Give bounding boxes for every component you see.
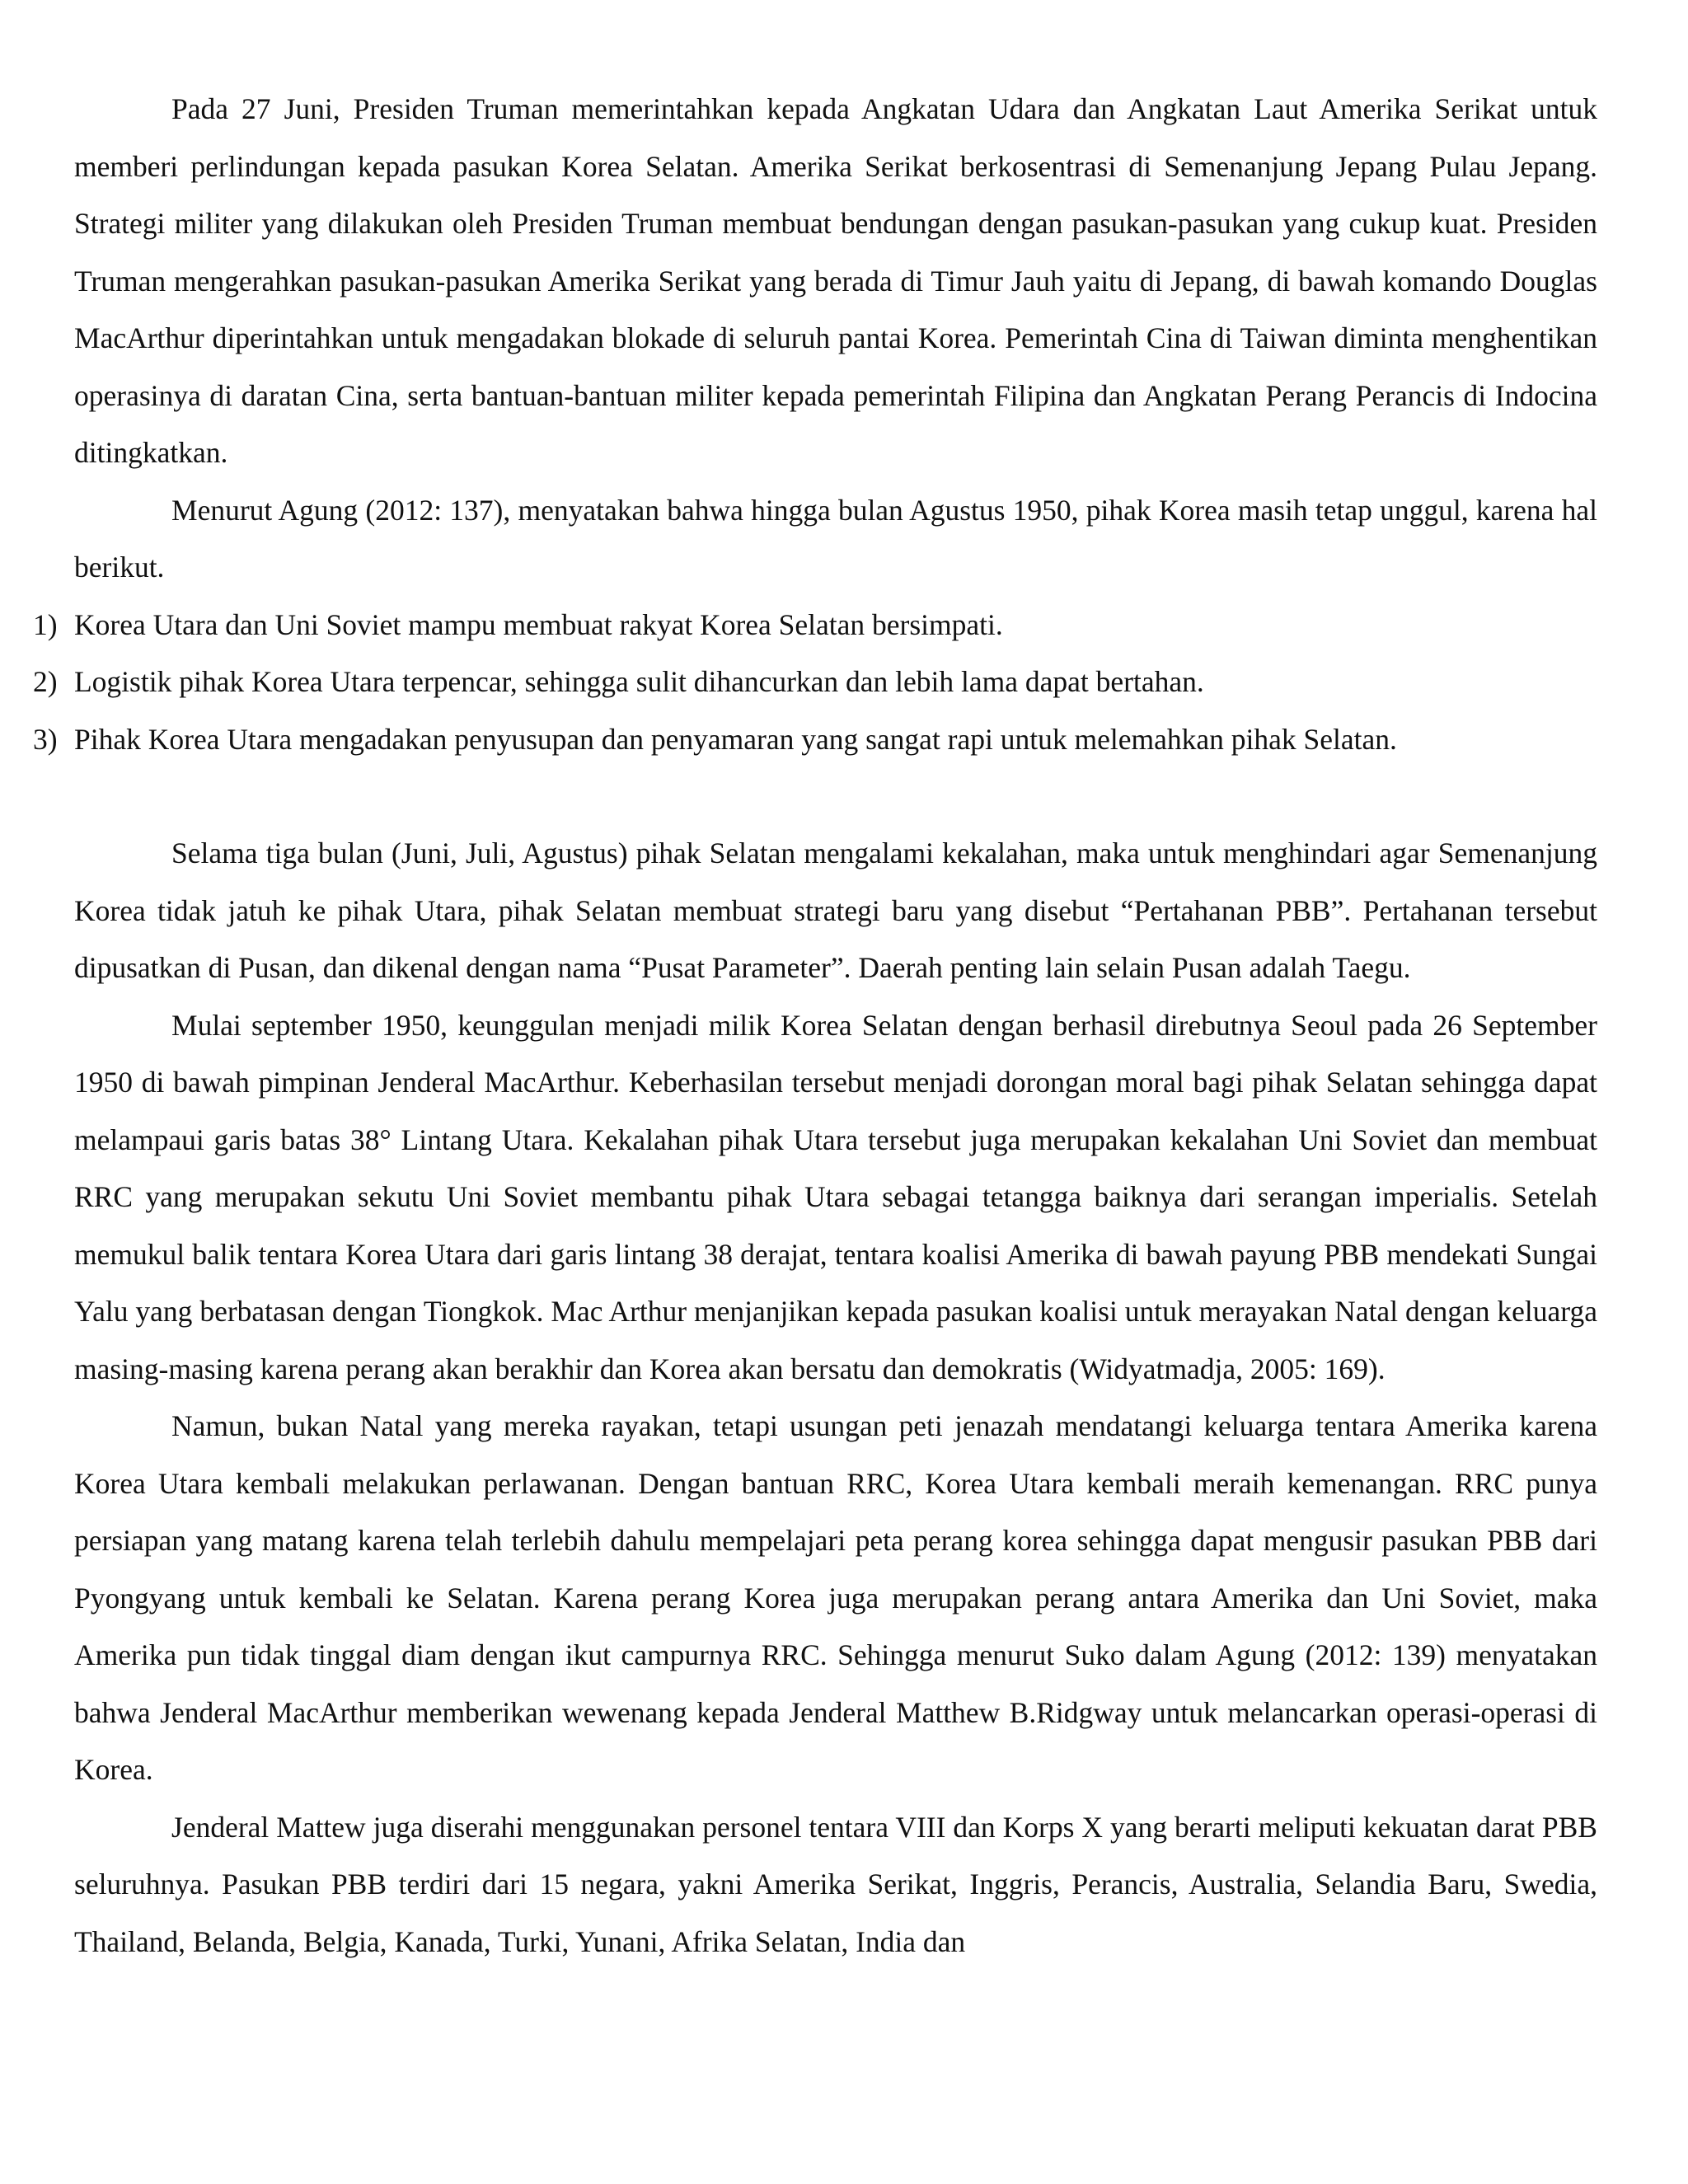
paragraph-agung-intro: Menurut Agung (2012: 137), menyatakan bahwa hingga bulan Agustus 1950, pihak Korea masih tetap unggul, karena hal berikut. — [74, 493, 1597, 583]
list-item — [33, 654, 1597, 711]
list-item — [33, 711, 1597, 769]
paragraph-truman-orders: Pada 27 Juni, Presiden Truman memerintahkan kepada Angkatan Udara dan Angkatan Laut Amerika Serikat untuk memberi perlindungan kepada pasukan Korea Selatan. Amerika Serikat berkosentrasi di Semenanjung Jepang Pulau Jepang. Strategi militer yang dilakukan oleh Presiden Truman membuat bendungan dengan pasukan-pasukan yang cukup kuat. Presiden Truman mengerahkan pasukan-pasukan Amerika Serikat yang berada di Timur Jauh yaitu di Jepang, di bawah komando Douglas MacArthur diperintahkan untuk mengadakan blokade di seluruh pantai Korea. Pemerintah Cina di Taiwan diminta menghentikan operasinya di daratan Cina, serta bantuan-bantuan militer kepada pemerintah Filipina dan Angkatan Perang Perancis di Indocina ditingkatkan. — [74, 92, 1597, 469]
document-page — [33, 81, 1597, 1971]
list-number: 1) — [33, 607, 58, 641]
paragraph-mattew: Jenderal Mattew juga diserahi menggunakan personel tentara VIII dan Korps X yang berarti meliputi kekuatan darat PBB seluruhnya. Pasukan PBB terdiri dari 15 negara, yakni Amerika Serikat, Inggris, Perancis, Australia, Selandia Baru, Swedia, Thailand, Belanda, Belgia, Kanada, Turki, Yunani, Afrika Selatan, India dan — [74, 1810, 1597, 1958]
list-item-text: Korea Utara dan Uni Soviet mampu membuat rakyat Korea Selatan bersimpati. — [74, 607, 1003, 641]
list-number: 2) — [33, 665, 58, 698]
list-number: 3) — [33, 722, 58, 756]
paragraph-september-1950: Mulai september 1950, keunggulan menjadi milik Korea Selatan dengan berhasil direbutnya Seoul pada 26 September 1950 di bawah pimpinan Jenderal MacArthur. Keberhasilan tersebut menjadi dorongan moral bagi pihak Selatan sehingga dapat melampaui garis batas 38° Lintang Utara. Kekalahan pihak Utara tersebut juga merupakan kekalahan Uni Soviet dan membuat RRC yang merupakan sekutu Uni Soviet membantu pihak Utara sebagai tetangga baiknya dari serangan imperialis. Setelah memukul balik tentara Korea Utara dari garis lintang 38 derajat, tentara koalisi Amerika di bawah payung PBB mendekati Sungai Yalu yang berbatasan dengan Tiongkok. Mac Arthur menjanjikan kepada pasukan koalisi untuk merayakan Natal dengan keluarga masing-masing karena perang akan berakhir dan Korea akan bersatu dan demokratis (Widyatmadja, 2005: 169). — [74, 1008, 1597, 1385]
reasons-list — [33, 597, 1597, 769]
paragraph-three-months: Selama tiga bulan (Juni, Juli, Agustus) pihak Selatan mengalami kekalahan, maka untuk menghindari agar Semenanjung Korea tidak jatuh ke pihak Utara, pihak Selatan membuat strategi baru yang disebut “Pertahanan PBB”. Pertahanan tersebut dipusatkan di Pusan, dan dikenal dengan nama “Pusat Parameter”. Daerah penting lain selain Pusan adalah Taegu. — [74, 837, 1597, 984]
list-item-text: Logistik pihak Korea Utara terpencar, sehingga sulit dihancurkan dan lebih lama dapat bertahan. — [74, 665, 1204, 698]
paragraph-natal: Namun, bukan Natal yang mereka rayakan, tetapi usungan peti jenazah mendatangi keluarga tentara Amerika karena Korea Utara kembali melakukan perlawanan. Dengan bantuan RRC, Korea Utara kembali meraih kemenangan. RRC punya persiapan yang matang karena telah terlebih dahulu mempelajari peta perang korea sehingga dapat mengusir pasukan PBB dari Pyongyang untuk kembali ke Selatan. Karena perang Korea juga merupakan perang antara Amerika dan Uni Soviet, maka Amerika pun tidak tinggal diam dengan ikut campurnya RRC. Sehingga menurut Suko dalam Agung (2012: 139) menyatakan bahwa Jenderal MacArthur memberikan wewenang kepada Jenderal Matthew B.Ridgway untuk melancarkan operasi-operasi di Korea. — [74, 1409, 1597, 1786]
list-item-text: Pihak Korea Utara mengadakan penyusupan dan penyamaran yang sangat rapi untuk melemahkan pihak Selatan. — [74, 722, 1397, 756]
list-item — [33, 597, 1597, 654]
